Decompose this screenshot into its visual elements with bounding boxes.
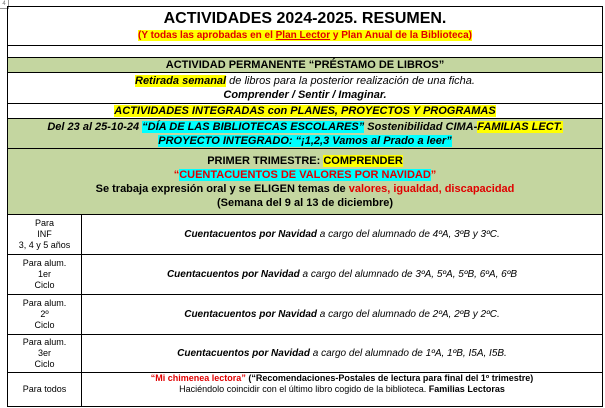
plan-lector-link[interactable]: Plan Lector	[275, 30, 331, 41]
title-cell	[8, 7, 603, 46]
sheet-corner-marker: 4	[0, 0, 9, 9]
row-activity-third-cycle: Cuentacuentos por Navidad a cargo del alumnado de 1ºA, 1ºB, I5A, I5B.	[82, 335, 603, 373]
storytelling-title: “CUENTACUENTOS DE VALORES POR NAVIDAD”	[173, 168, 437, 181]
integrated-project-line: PROYECTO INTEGRADO: “¡1,2,3 Vamos al Prado a leer”	[158, 134, 452, 147]
first-term-header: PRIMER TRIMESTRE: COMPRENDER	[207, 154, 403, 167]
row-label-everyone: Para todos	[8, 373, 82, 407]
subtitle-highlight: (Y todas las aprobadas en el Plan Lector y Plan Anual de la Biblioteca)	[137, 30, 473, 41]
row-label-second-cycle: Para alum. 2º Ciclo	[8, 295, 82, 335]
row-activity-second-cycle: Cuentacuentos por Navidad a cargo del alumnado de 2ºA, 2ºB y 2ºC.	[82, 295, 603, 335]
library-day-title: “DÍA DE LAS BIBLIOTECAS ESCOLARES”	[142, 120, 365, 133]
permanent-activity-body	[8, 73, 603, 104]
row-activity-first-cycle: Cuentacuentos por Navidad a cargo del alumnado de 3ºA, 5ºA, 5ºB, 6ºA, 6ºB	[82, 255, 603, 295]
row-label-third-cycle: Para alum. 3er Ciclo	[8, 335, 82, 373]
week-dates: (Semana del 9 al 13 de diciembre)	[216, 196, 394, 209]
integrated-activities-header: ACTIVIDADES INTEGRADAS con PLANES, PROYECTOS Y PROGRAMAS	[8, 104, 603, 119]
activities-summary-table	[7, 6, 603, 407]
chimney-line: “Mi chimenea lectora” (“Recomendaciones-Postales de lectura para final del 1º trimestre)	[150, 373, 534, 383]
row-activity-everyone	[82, 373, 603, 407]
weekly-withdrawal: Retirada semanal	[135, 75, 227, 87]
oral-expression-line: Se trabaja expresión oral y se ELIGEN temas de valores, igualdad, discapacidad	[95, 182, 515, 195]
permanent-activity-header: ACTIVIDAD PERMANENTE “PRÉSTAMO DE LIBROS”	[8, 58, 603, 73]
spacer-row	[8, 46, 603, 58]
first-term-block	[8, 149, 603, 215]
row-activity-inf: Cuentacuentos por Navidad a cargo del alumnado de 4ºA, 3ºB y 3ºC.	[82, 215, 603, 255]
loan-skills: Comprender / Sentir / Imaginar.	[223, 89, 387, 101]
library-day-line: Del 23 al 25-10-24 “DÍA DE LAS BIBLIOTECAS ESCOLARES” Sostenibilidad CIMA-FAMILIAS LECT.	[47, 120, 563, 133]
page-title: ACTIVIDADES 2024-2025. RESUMEN.	[163, 10, 447, 27]
row-label-first-cycle: Para alum. 1er Ciclo	[8, 255, 82, 295]
chimney-detail: Haciéndolo coincidir con el último libro cogido de la biblioteca. Familias Lectoras	[179, 384, 505, 394]
row-label-inf: Para INF 3, 4 y 5 años	[8, 215, 82, 255]
subtitle	[10, 29, 600, 43]
integrated-activities-body	[8, 119, 603, 149]
loan-description: Retirada semanal de libros para la posterior realización de una ficha.	[135, 75, 475, 87]
